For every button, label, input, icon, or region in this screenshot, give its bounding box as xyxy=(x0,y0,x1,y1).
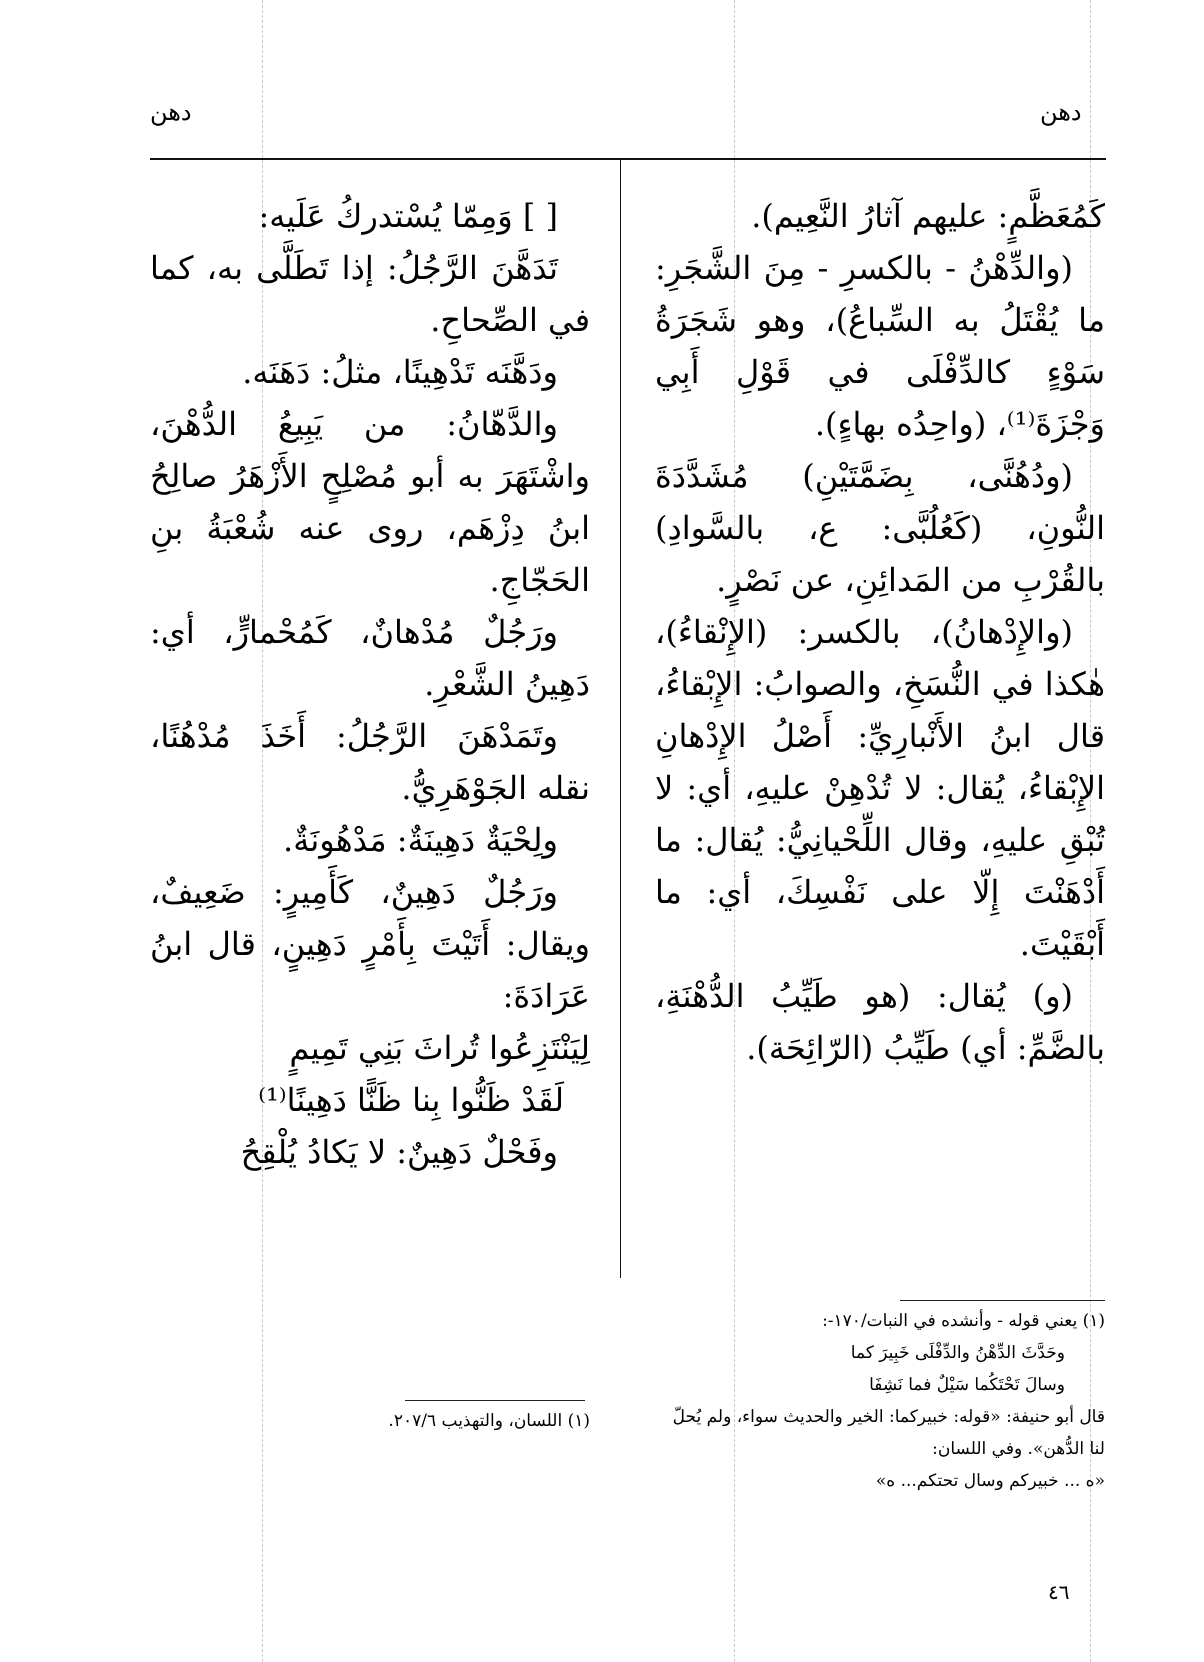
paragraph: (و) يُقال: (هو طَيِّبُ الدُّهْنَةِ، بالضَّمِّ: أي) طَيِّبُ (الرّائِحَة). xyxy=(655,977,1105,1067)
footnote-line: (١) اللسان، والتهذيب ٢٠٧/٦. xyxy=(388,1411,590,1431)
page-number: ٤٦ xyxy=(1048,1580,1070,1604)
paragraph: ودَهَّنَه تَدْهِينًا، مثلُ: دَهَنَه. xyxy=(242,353,558,391)
paragraph: [ ] وَمِمّا يُسْتدركُ عَلَيه: xyxy=(258,197,558,235)
footnote-rule-right xyxy=(900,1300,1105,1301)
paragraph: ولِحْيَةٌ دَهِينَةٌ: مَدْهُونَةٌ. xyxy=(283,821,558,859)
footnotes-right xyxy=(655,1305,1105,1497)
left-column xyxy=(150,190,590,1178)
header-rule xyxy=(150,158,1106,160)
paragraph: كَمُعَظَّمٍ: عليهم آثارُ النَّعِيم). xyxy=(751,197,1105,235)
footnote-verse-line: وحَدَّثَ الدِّهْنُ والدِّفْلَى خَبِيرَ كما xyxy=(850,1343,1065,1363)
paragraph: وفَحْلٌ دَهِينٌ: لا يَكادُ يُلْقِحُ xyxy=(240,1133,558,1171)
verse-line: لَقَدْ ظَنُّوا بِنا ظَنًّا دَهِينًا⁽¹⁾ xyxy=(258,1081,564,1119)
footnote-rule-left xyxy=(405,1400,585,1401)
running-header-left: دهن xyxy=(150,98,192,126)
paragraph: وتَمَدْهَنَ الرَّجُلُ: أَخَذَ مُدْهُنًا، نقله الجَوْهَرِيُّ. xyxy=(150,717,590,807)
paragraph: (ودُهُنَّى، بِضَمَّتَيْنِ) مُشَدَّدَةَ النُّونِ، (كَعُلُبَّى: ع، بالسَّوادِ) بالقُرْبِ من المَدائِنِ، عن نَصْرٍ. xyxy=(655,457,1105,599)
footnotes-left xyxy=(150,1405,590,1437)
footnote-verse-line: وسالَ تَحْتَكُما سَيْلٌ فما نَشِفَا xyxy=(869,1375,1065,1395)
paragraph: (والدِّهْنُ - بالكسرِ - مِنَ الشَّجَرِ: ما يُقْتَلُ به السِّباعُ)، وهو شَجَرَةُ سَوْءٍ كالدِّفْلَى في قَوْلِ أَبِي وَجْزَةَ⁽¹⁾، (واحِدُه بهاءٍ). xyxy=(655,249,1105,443)
running-header-right: دهن xyxy=(1040,98,1082,126)
paragraph: والدَّهّانُ: من يَبِيعُ الدُّهْنَ، واشْتَهَرَ به أبو مُصْلِحٍ الأَزْهَرُ صالِحُ ابنُ دِزْهَم، روى عنه شُعْبَةُ بنِ الحَجّاجِ. xyxy=(150,405,590,599)
paragraph: (والإِدْهانُ)، بالكسر: (الإِنْقاءُ)، هٰكذا في النُّسَخِ، والصوابُ: الإِبْقاءُ، قال ابنُ الأَنْبارِيِّ: أَصْلُ الإِدْهانِ الإِبْقاءُ، يُقال: لا تُدْهِنْ عليهِ، أي: لا تُبْقِ عليهِ، وقال اللِّحْيانِيُّ: يُقال: ما أَدْهَنْتَ إِلّا على نَفْسِكَ، أي: ما أَبْقَيْتَ. xyxy=(655,613,1105,963)
footnote-line: قال أبو حنيفة: «قوله: خبيركما: الخير والحديث سواء، ولم يُحلّ لنا الدُّهن». وفي اللسان: xyxy=(672,1407,1105,1459)
paragraph: ورَجُلٌ مُدْهانٌ، كَمُحْمارٍّ، أي: دَهِينُ الشَّعْرِ. xyxy=(150,613,590,703)
paragraph: ورَجُلٌ دَهِينٌ، كَأَمِيرٍ: ضَعِيفٌ، ويقال: أَتَيْتَ بِأَمْرٍ دَهِينٍ، قال ابنُ عَرَادَةَ: xyxy=(150,873,590,1015)
right-column xyxy=(655,190,1105,1074)
column-divider xyxy=(620,158,621,1278)
footnote-line: «ه ... خبيركم وسال تحتكم... ه» xyxy=(875,1471,1105,1491)
footnote-line: (١) يعني قوله - وأنشده في النبات/١٧٠-: xyxy=(822,1311,1105,1331)
paragraph: تَدَهَّنَ الرَّجُلُ: إذا تَطَلَّى به، كما في الصِّحاحِ. xyxy=(150,249,590,339)
verse-line: لِيَنْتَزِعُوا تُراثَ بَنِي تَمِيمٍ xyxy=(289,1029,590,1067)
